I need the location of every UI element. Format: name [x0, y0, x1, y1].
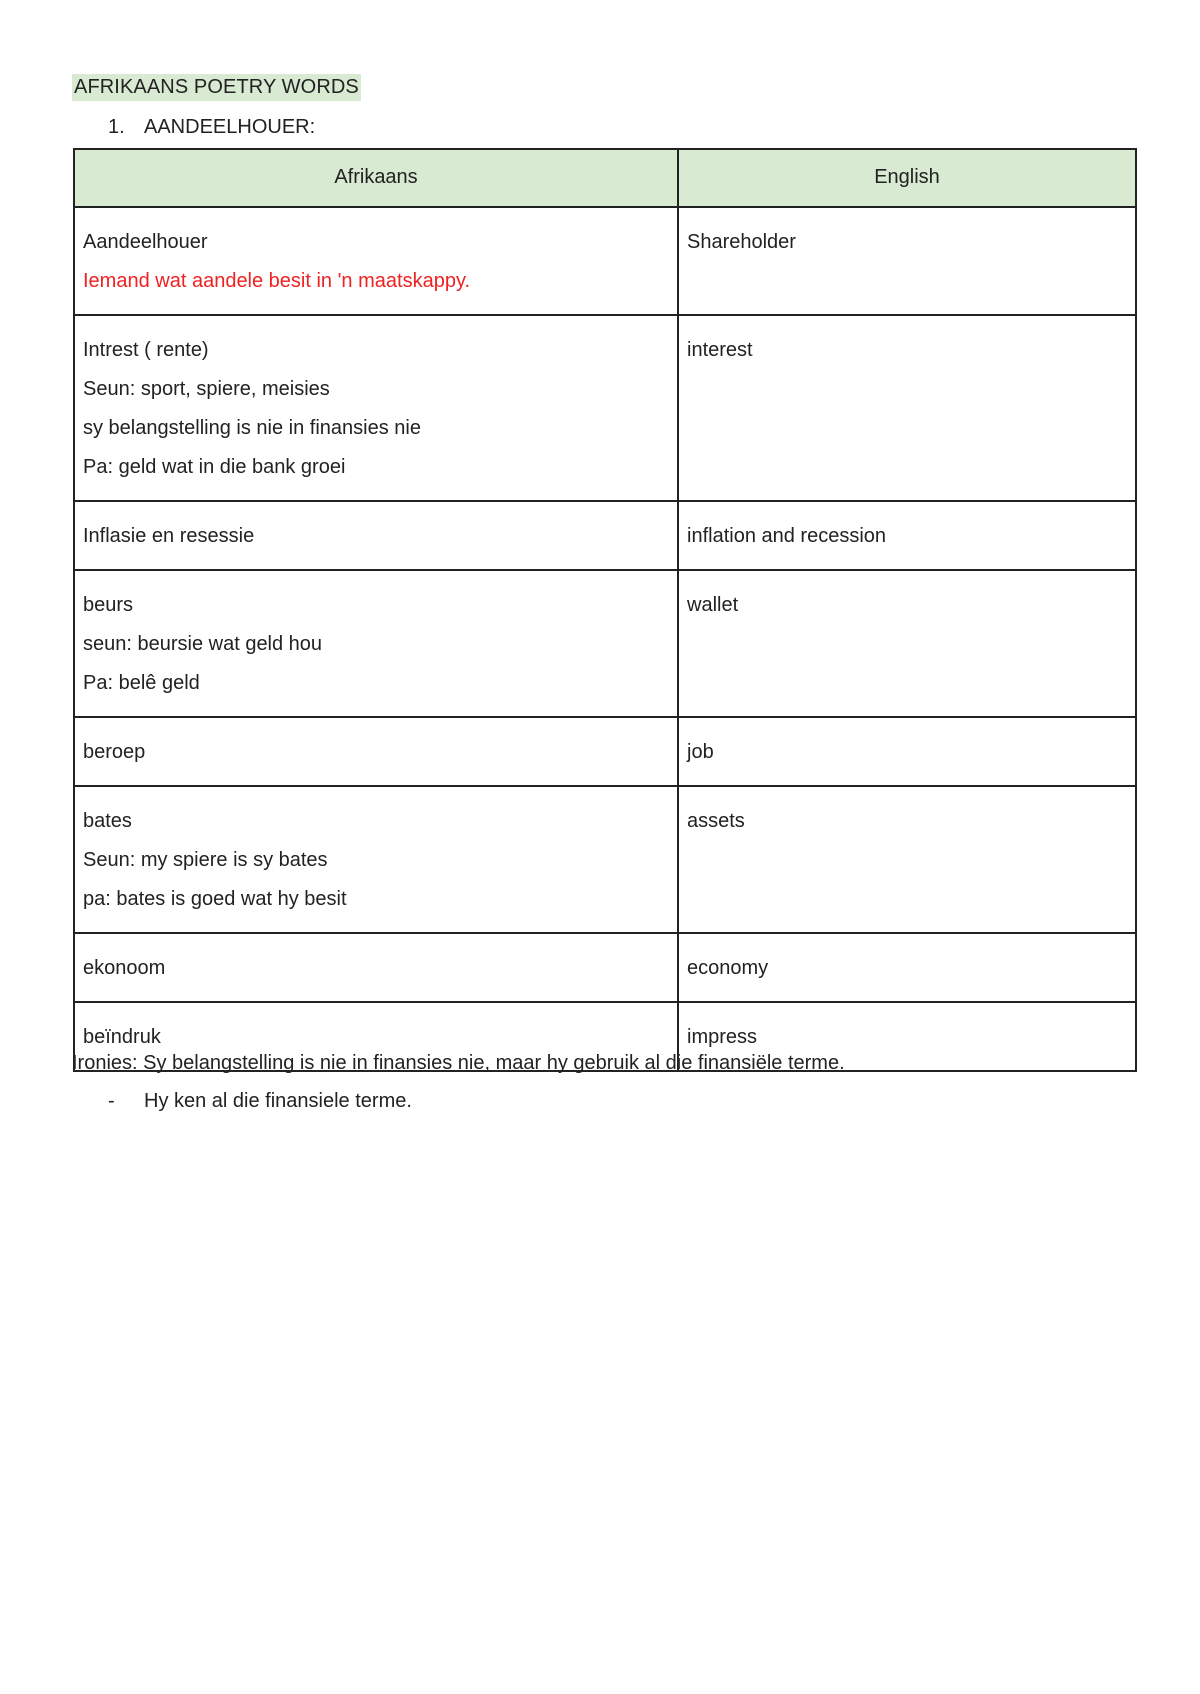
table-row — [74, 315, 1136, 501]
table-row — [74, 207, 1136, 315]
afrikaans-note: Seun: sport, spiere, meisies — [83, 378, 330, 400]
afrikaans-cell — [74, 501, 678, 570]
table-row — [74, 717, 1136, 786]
afrikaans-term: beroep — [83, 741, 146, 763]
afrikaans-term: ekonoom — [83, 957, 166, 979]
afrikaans-definition: Iemand wat aandele besit in 'n maatskappy. — [83, 270, 471, 292]
table-row — [74, 786, 1136, 933]
english-cell: Shareholder — [678, 207, 1136, 315]
bullet-item — [108, 1090, 412, 1113]
english-cell: economy — [678, 933, 1136, 1002]
section-label: AANDEELHOUER: — [144, 116, 316, 138]
afrikaans-cell — [74, 207, 678, 315]
section-heading — [108, 116, 315, 139]
header-afrikaans: Afrikaans — [74, 149, 678, 207]
afrikaans-term: beurs — [83, 594, 134, 616]
afrikaans-cell — [74, 315, 678, 501]
english-cell: wallet — [678, 570, 1136, 717]
table-header-row — [74, 149, 1136, 207]
afrikaans-note: sy belangstelling is nie in finansies nie — [83, 417, 421, 439]
table-row — [74, 933, 1136, 1002]
afrikaans-term: Aandeelhouer — [83, 231, 208, 253]
afrikaans-note: seun: beursie wat geld hou — [83, 633, 323, 655]
table-row — [74, 501, 1136, 570]
bullet-text: Hy ken al die finansiele terme. — [144, 1090, 412, 1112]
afrikaans-cell — [74, 717, 678, 786]
english-cell: inflation and recession — [678, 501, 1136, 570]
afrikaans-note: Pa: geld wat in die bank groei — [83, 456, 346, 478]
document-title: AFRIKAANS POETRY WORDS — [72, 74, 361, 101]
english-cell: assets — [678, 786, 1136, 933]
header-english: English — [678, 149, 1136, 207]
section-number: 1. — [108, 116, 125, 138]
afrikaans-term: Intrest ( rente) — [83, 339, 209, 361]
afrikaans-note: pa: bates is goed wat hy besit — [83, 888, 347, 910]
table-row — [74, 570, 1136, 717]
english-cell: interest — [678, 315, 1136, 501]
afrikaans-cell — [74, 786, 678, 933]
bullet-marker: - — [108, 1090, 115, 1112]
afrikaans-term: beïndruk — [83, 1026, 161, 1048]
afrikaans-cell — [74, 933, 678, 1002]
ironies-note: Ironies: Sy belangstelling is nie in finansies nie, maar hy gebruik al die finansiële terme. — [72, 1052, 845, 1074]
afrikaans-cell — [74, 570, 678, 717]
english-cell: impress — [678, 1002, 1136, 1071]
english-cell: job — [678, 717, 1136, 786]
vocabulary-table — [73, 148, 1137, 1072]
afrikaans-note: Pa: belê geld — [83, 672, 200, 694]
afrikaans-note: Seun: my spiere is sy bates — [83, 849, 328, 871]
afrikaans-term: Inflasie en resessie — [83, 525, 255, 547]
afrikaans-term: bates — [83, 810, 132, 832]
